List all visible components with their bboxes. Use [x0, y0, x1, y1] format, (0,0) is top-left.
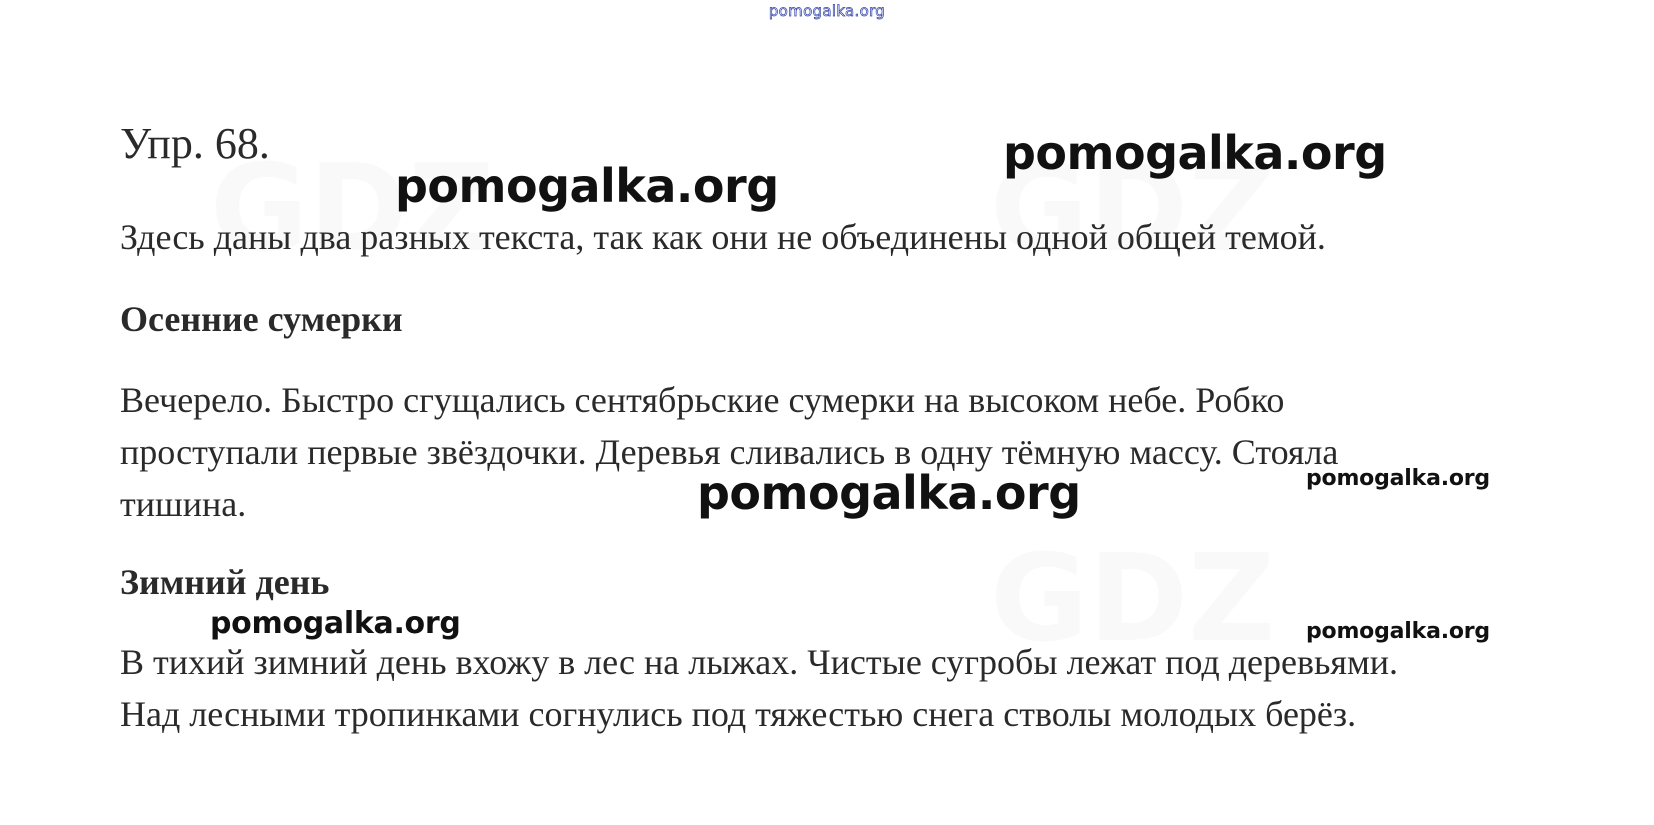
exercise-intro: Здесь даны два разных текста, так как они не объединены одной общей темой.: [120, 217, 1326, 257]
text-line: проступали первые звёздочки. Деревья сливались в одну тёмную массу. Стояла: [120, 432, 1339, 472]
watermark: pomogalka.org: [1306, 466, 1490, 491]
text-line: Над лесными тропинками согнулись под тяжестью снега стволы молодых берёз.: [120, 694, 1357, 734]
watermark: pomogalka.org: [697, 466, 1081, 520]
header-site-url: pomogalka.org: [768, 2, 886, 20]
text-line: Вечерело. Быстро сгущались сентябрьские сумерки на высоком небе. Робко: [120, 380, 1285, 420]
watermark: pomogalka.org: [1003, 126, 1387, 180]
watermark: pomogalka.org: [210, 606, 461, 641]
exercise-title: Упр. 68.: [120, 119, 270, 168]
text-body-winter: [120, 636, 1560, 740]
watermark: pomogalka.org: [395, 159, 779, 213]
text-line: В тихий зимний день вхожу в лес на лыжах. Чистые сугробы лежат под деревьями.: [120, 642, 1398, 682]
text-heading-winter: Зимний день: [120, 562, 330, 602]
text-line: тишина.: [120, 484, 247, 524]
text-heading-autumn: Осенние сумерки: [120, 299, 403, 339]
watermark: pomogalka.org: [1306, 619, 1490, 644]
